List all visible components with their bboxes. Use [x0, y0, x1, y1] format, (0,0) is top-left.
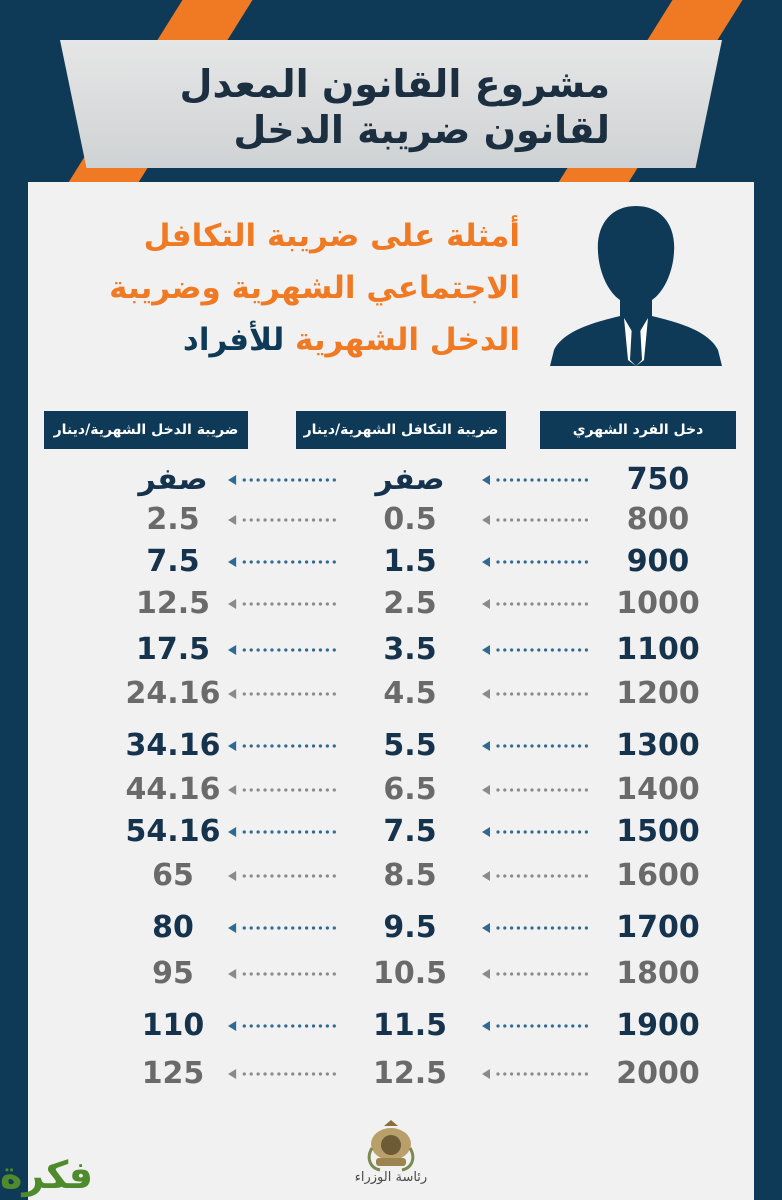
side-border-right [754, 182, 782, 1200]
income-value: 2000 [616, 1056, 700, 1091]
table-row [28, 584, 754, 624]
left-arrow-dotted-icon [228, 514, 340, 526]
social-tax-value: 8.5 [383, 858, 437, 893]
income-value: 1500 [616, 814, 700, 849]
income-value: 1900 [616, 1008, 700, 1043]
social-tax-value: 11.5 [372, 1008, 448, 1043]
left-arrow-dotted-icon [228, 922, 340, 934]
left-arrow-dotted-icon [482, 1068, 592, 1080]
income-tax-value: 80 [152, 910, 194, 945]
left-arrow-dotted-icon [228, 870, 340, 882]
income-value: 1300 [616, 728, 700, 763]
left-arrow-dotted-icon [228, 1020, 340, 1032]
table-row [28, 1054, 754, 1094]
left-arrow-dotted-icon [228, 826, 340, 838]
column-header-social: ضريبة التكافل الشهرية/دينار [296, 411, 506, 449]
social-tax-value: 9.5 [383, 910, 437, 945]
left-arrow-dotted-icon [482, 826, 592, 838]
income-tax-value: 17.5 [135, 632, 211, 667]
table-row [28, 542, 754, 582]
social-tax-value: 4.5 [383, 676, 437, 711]
social-tax-value: 12.5 [372, 1056, 448, 1091]
left-arrow-dotted-icon [482, 474, 592, 486]
left-arrow-dotted-icon [482, 784, 592, 796]
left-arrow-dotted-icon [482, 870, 592, 882]
income-tax-value: 2.5 [146, 502, 200, 537]
income-tax-value: 12.5 [135, 586, 211, 621]
page-title-line2: لقانون ضريبة الدخل [233, 108, 610, 152]
income-tax-value: 44.16 [125, 772, 221, 807]
table-row [28, 812, 754, 852]
left-arrow-dotted-icon [482, 598, 592, 610]
left-arrow-dotted-icon [228, 784, 340, 796]
left-arrow-dotted-icon [228, 598, 340, 610]
income-tax-value: 95 [152, 956, 194, 991]
income-value: 900 [626, 544, 690, 579]
table-row [28, 954, 754, 994]
emblem-caption: رئاسة الوزراء [354, 1170, 428, 1185]
left-arrow-dotted-icon [228, 688, 340, 700]
left-arrow-dotted-icon [482, 688, 592, 700]
income-value: 1200 [616, 676, 700, 711]
subtitle-line2: الاجتماعي الشهرية وضريبة [109, 270, 520, 306]
income-value: 1800 [616, 956, 700, 991]
table-row [28, 460, 754, 500]
income-tax-value: 110 [141, 1008, 205, 1043]
side-border-left [0, 182, 28, 1200]
social-tax-value: 6.5 [383, 772, 437, 807]
income-value: 1700 [616, 910, 700, 945]
left-arrow-dotted-icon [228, 556, 340, 568]
income-tax-value: 54.16 [125, 814, 221, 849]
column-header-income: دخل الفرد الشهري [540, 411, 736, 449]
table-row [28, 726, 754, 766]
page-title-line1: مشروع القانون المعدل [179, 62, 610, 106]
left-arrow-dotted-icon [228, 740, 340, 752]
table-row [28, 856, 754, 896]
social-tax-value: 7.5 [383, 814, 437, 849]
column-header-tax: ضريبة الدخل الشهرية/دينار [44, 411, 248, 449]
income-value: 800 [626, 502, 690, 537]
subtitle-line3-orange: الدخل الشهرية [295, 322, 520, 358]
left-arrow-dotted-icon [228, 474, 340, 486]
social-tax-value: صفر [375, 462, 445, 497]
income-tax-value: 7.5 [146, 544, 200, 579]
income-tax-value: 125 [141, 1056, 205, 1091]
left-arrow-dotted-icon [482, 514, 592, 526]
social-tax-value: 10.5 [372, 956, 448, 991]
table-row [28, 500, 754, 540]
income-tax-value: 24.16 [125, 676, 221, 711]
income-value: 750 [626, 462, 690, 497]
income-value: 1100 [616, 632, 700, 667]
social-tax-value: 1.5 [383, 544, 437, 579]
income-tax-value: 34.16 [125, 728, 221, 763]
income-value: 1400 [616, 772, 700, 807]
income-value: 1000 [616, 586, 700, 621]
social-tax-value: 5.5 [383, 728, 437, 763]
table-row [28, 1006, 754, 1046]
subtitle-line1: أمثلة على ضريبة التكافل [143, 218, 520, 254]
header-banner [0, 0, 782, 182]
table-row [28, 630, 754, 670]
left-arrow-dotted-icon [228, 1068, 340, 1080]
income-value: 1600 [616, 858, 700, 893]
left-arrow-dotted-icon [228, 968, 340, 980]
table-row [28, 770, 754, 810]
table-row [28, 674, 754, 714]
subtitle-line3 [90, 314, 520, 366]
left-arrow-dotted-icon [482, 556, 592, 568]
watermark-logo: فكرة [0, 1153, 94, 1197]
left-arrow-dotted-icon [482, 968, 592, 980]
left-arrow-dotted-icon [482, 740, 592, 752]
income-tax-value: 65 [152, 858, 194, 893]
table-row [28, 908, 754, 948]
income-tax-value: صفر [138, 462, 208, 497]
social-tax-value: 2.5 [383, 586, 437, 621]
left-arrow-dotted-icon [482, 644, 592, 656]
person-silhouette-icon [548, 200, 724, 368]
social-tax-value: 3.5 [383, 632, 437, 667]
left-arrow-dotted-icon [482, 1020, 592, 1032]
left-arrow-dotted-icon [228, 644, 340, 656]
left-arrow-dotted-icon [482, 922, 592, 934]
social-tax-value: 0.5 [383, 502, 437, 537]
subtitle-line3-navy: للأفراد [182, 322, 285, 358]
